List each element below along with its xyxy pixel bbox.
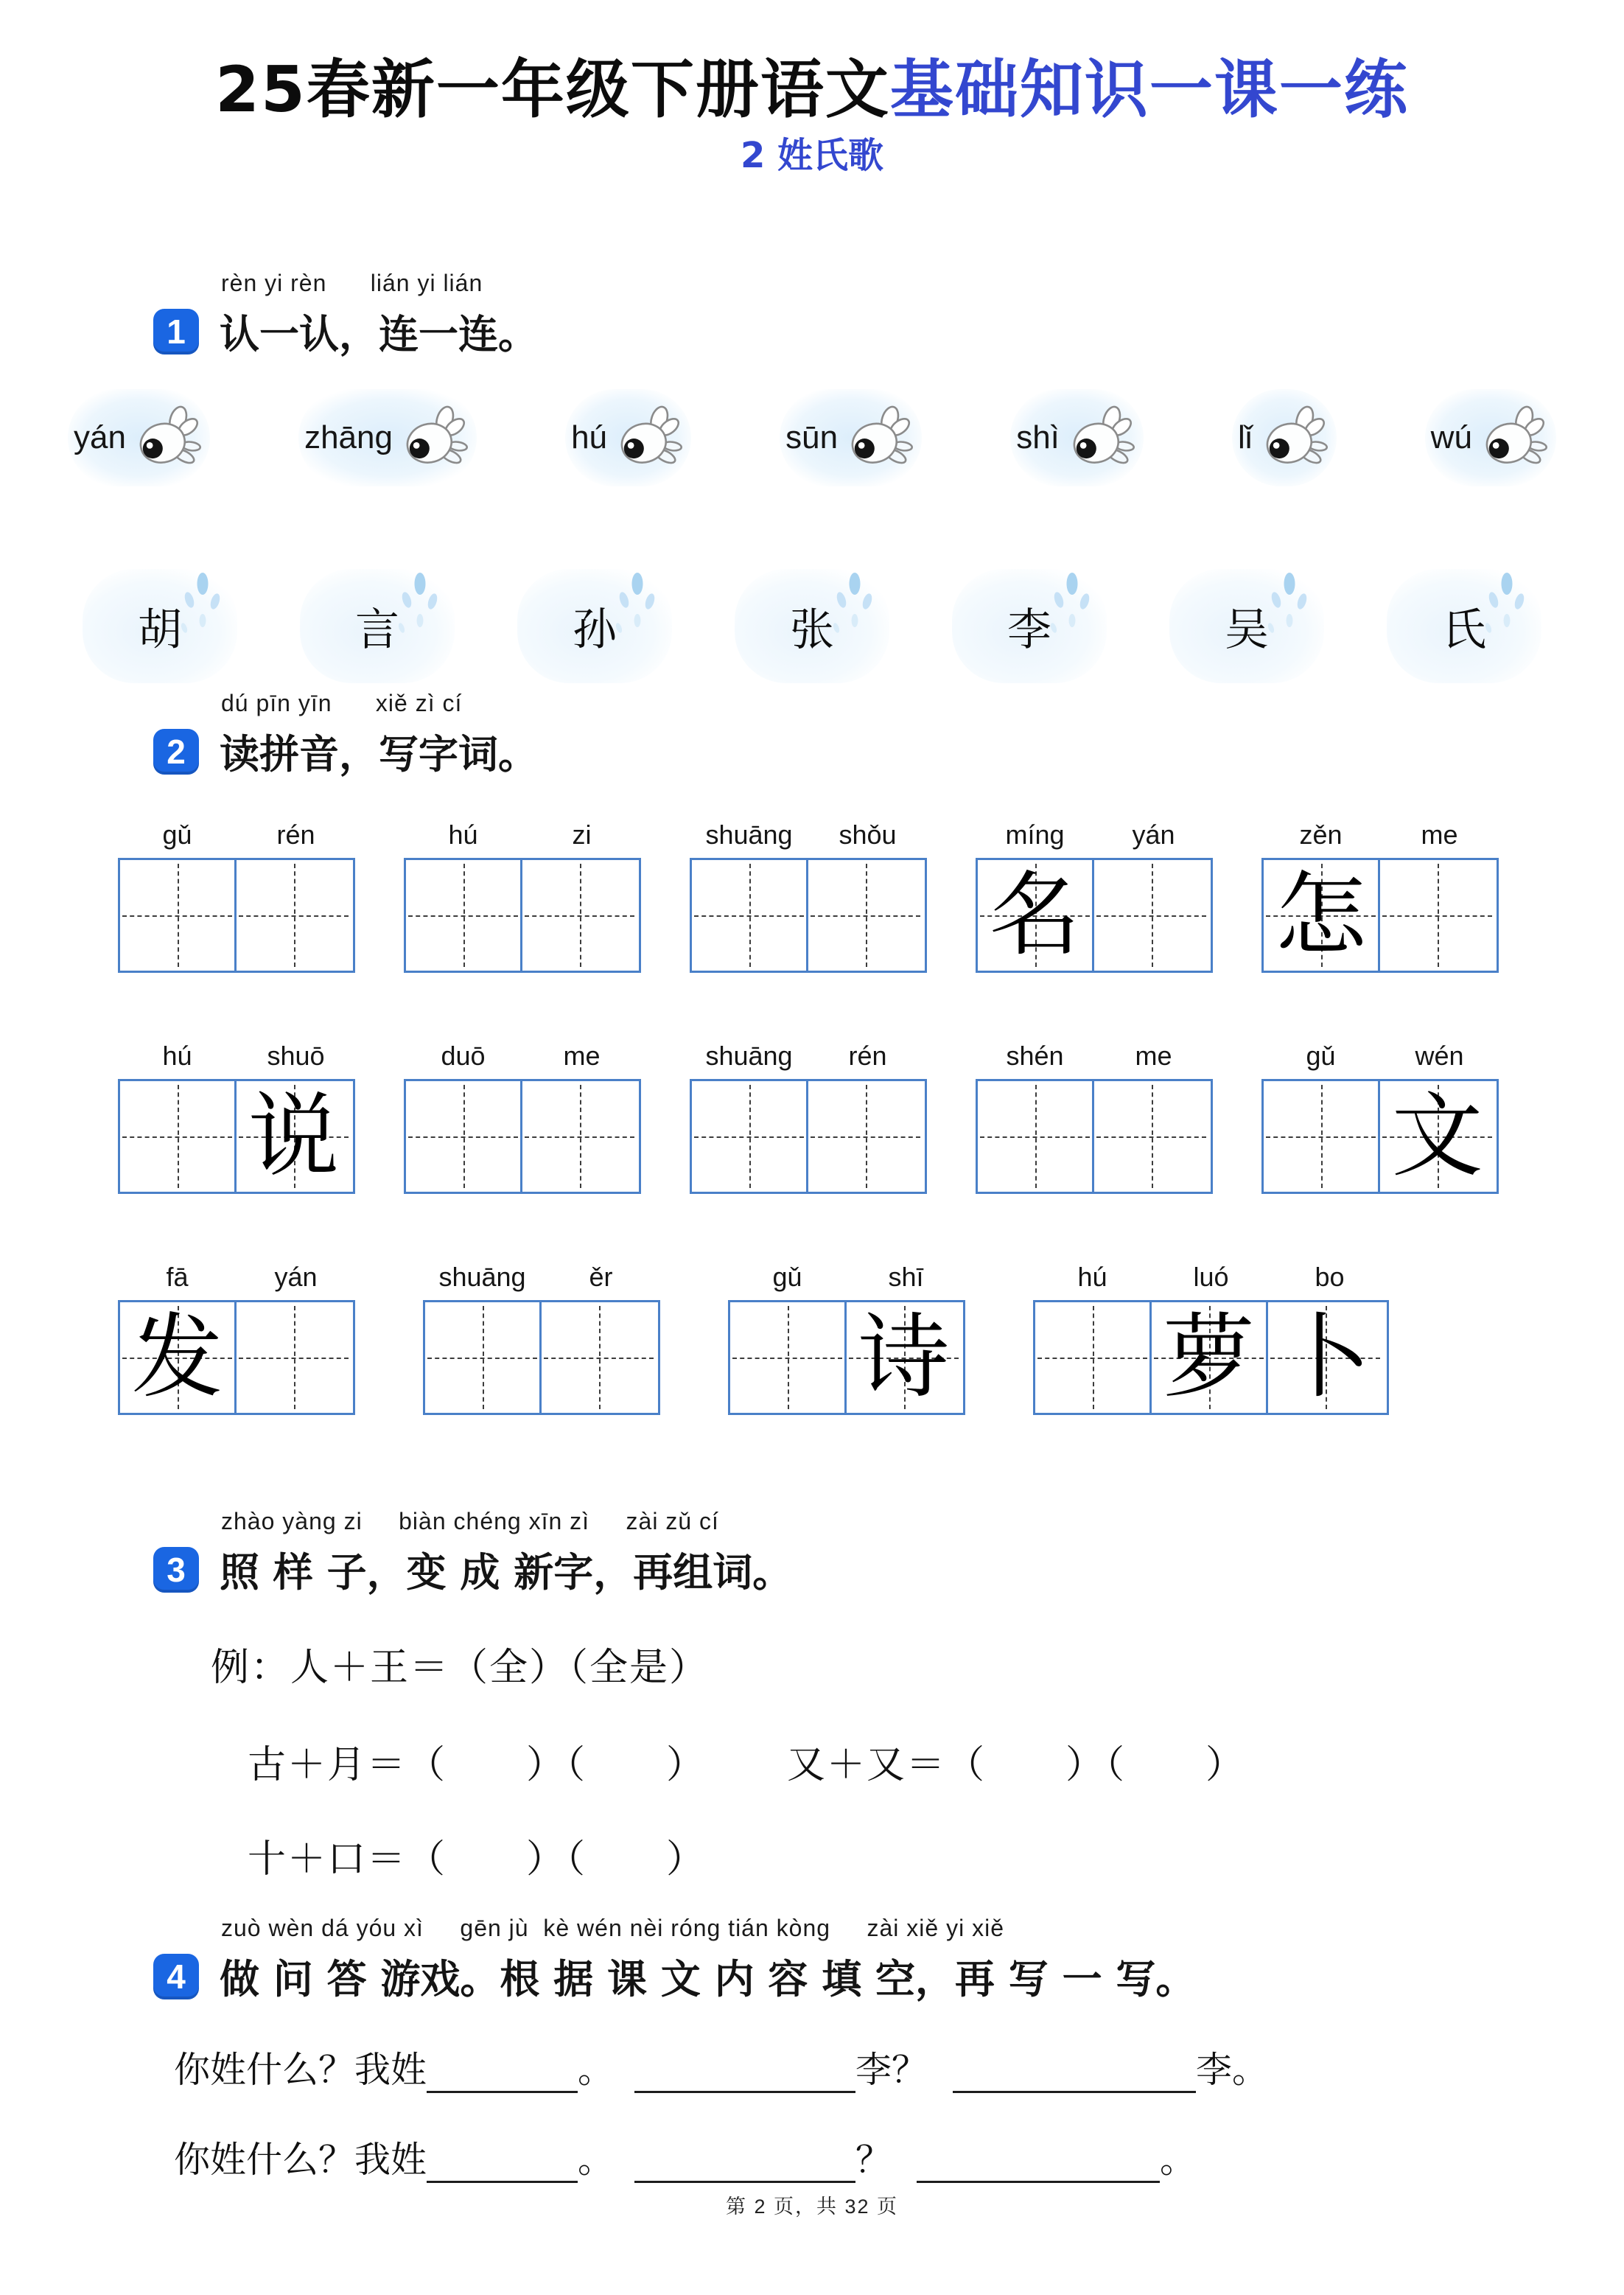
grid-cell[interactable] [1264, 860, 1378, 971]
pinyin-label: zěn [1299, 820, 1343, 850]
writing-grid-row-2 [118, 1033, 1499, 1194]
grid-cell[interactable] [406, 1081, 520, 1192]
section-1-header [153, 270, 538, 360]
pinyin-label: shuō [267, 1041, 325, 1071]
pinyin-label: duō [441, 1041, 486, 1071]
character-grid [976, 1079, 1213, 1194]
writing-group [976, 1033, 1213, 1194]
prefilled-char: 萝 [1163, 1304, 1255, 1411]
match-item-pinyin[interactable] [1425, 389, 1556, 486]
prefilled-char: 卜 [1279, 1304, 1371, 1411]
pinyin-label: yán [1132, 820, 1175, 850]
fish-icon [1254, 399, 1331, 476]
pinyin-label: shuāng [438, 1262, 526, 1292]
surname-character: 张 [790, 604, 834, 656]
writing-group [404, 812, 641, 973]
writing-group [1261, 812, 1499, 973]
page-title-black: 25春新一年级下册语文 [215, 53, 890, 127]
grid-cell[interactable] [730, 1302, 844, 1413]
lesson-title: 2 姓氏歌 [740, 135, 884, 176]
surname-character: 孙 [573, 604, 617, 656]
prefilled-char: 诗 [858, 1304, 950, 1411]
prefilled-char [1094, 1081, 1208, 1192]
character-grid [1033, 1300, 1389, 1415]
grid-cell[interactable] [1035, 1302, 1149, 1413]
pinyin-label: fā [166, 1262, 189, 1292]
character-grid [404, 1079, 641, 1194]
grid-cell[interactable] [806, 1081, 923, 1192]
page-title [0, 38, 1624, 130]
prefilled-char [522, 860, 637, 971]
surname-character: 李 [1007, 604, 1051, 656]
match-item-character[interactable] [735, 569, 889, 683]
match-item-character[interactable] [517, 569, 672, 683]
section-3-header [153, 1508, 792, 1598]
water-splash-icon [1048, 570, 1096, 652]
character-grid [728, 1300, 965, 1415]
pinyin-label: gǔ [162, 820, 192, 850]
match-character-row [83, 569, 1541, 683]
prefilled-char [692, 860, 806, 971]
pinyin-label: shī [888, 1262, 924, 1292]
grid-cell[interactable] [692, 860, 806, 971]
fish-icon [609, 399, 685, 476]
grid-cell[interactable] [1092, 860, 1208, 971]
question-text: 李？ [855, 2049, 928, 2091]
grid-cell[interactable] [844, 1302, 961, 1413]
character-grid [1261, 858, 1499, 973]
prefilled-char [237, 860, 351, 971]
water-splash-icon [396, 570, 444, 652]
answer-line-2 [174, 2131, 1196, 2183]
pinyin-label: hú [448, 820, 478, 850]
punctuation: 。 [578, 2049, 615, 2091]
pinyin-label: ěr [589, 1262, 613, 1292]
prefilled-char [808, 860, 923, 971]
writing-group [690, 812, 927, 973]
section-1-title: 认一认，连一连。 [220, 310, 538, 357]
pinyin-syllable: hú [571, 419, 608, 455]
pinyin-label: me [1135, 1041, 1172, 1071]
pinyin-label: shuāng [705, 820, 793, 850]
section-3-title: 照 样 子，变 成 新字，再组词。 [220, 1548, 793, 1596]
grid-cell[interactable] [692, 1081, 806, 1192]
writing-group [1261, 1033, 1499, 1194]
character-grid [690, 858, 927, 973]
pinyin-syllable: shì [1016, 419, 1060, 455]
prefilled-char [1264, 1081, 1378, 1192]
pinyin-syllable: yán [74, 419, 126, 455]
example-line: 例：人＋王＝（全）（全是） [211, 1646, 710, 1690]
equation-shi-kou[interactable]: 十＋口＝（ ）（ ） [248, 1837, 707, 1882]
surname-character: 胡 [138, 604, 182, 656]
prefilled-char [692, 1081, 806, 1192]
prefilled-char: 怎 [1275, 862, 1367, 968]
prefilled-char [406, 1081, 520, 1192]
answer-blank[interactable] [427, 2053, 578, 2093]
character-grid [118, 858, 355, 973]
match-item-pinyin[interactable] [780, 389, 922, 486]
grid-cell[interactable] [1378, 860, 1494, 971]
character-grid [1261, 1079, 1499, 1194]
answer-blank[interactable] [634, 2053, 855, 2093]
writing-group [404, 1033, 641, 1194]
pinyin-label: zi [572, 820, 592, 850]
pinyin-syllable: wú [1430, 419, 1472, 455]
section-1-pinyin: rèn yi rèn lián yi lián [221, 270, 483, 296]
prefilled-char [425, 1302, 539, 1413]
pinyin-label: shén [1006, 1041, 1064, 1071]
section-2-header [153, 690, 538, 780]
grid-cell[interactable] [520, 860, 637, 971]
pinyin-label: wén [1415, 1041, 1464, 1071]
prefilled-char [808, 1081, 923, 1192]
surname-character: 言 [355, 604, 399, 656]
pinyin-label: hú [162, 1041, 192, 1071]
pinyin-syllable: zhāng [304, 419, 393, 455]
match-item-character[interactable] [1169, 569, 1324, 683]
match-item-character[interactable] [83, 569, 237, 683]
prefilled-char [120, 1081, 234, 1192]
grid-cell[interactable] [1378, 1081, 1494, 1192]
answer-blank[interactable] [427, 2142, 578, 2183]
fish-icon [1474, 399, 1550, 476]
match-item-pinyin[interactable] [298, 389, 477, 486]
pinyin-label: shǒu [839, 820, 897, 850]
character-grid [423, 1300, 660, 1415]
grid-cell[interactable] [1266, 1302, 1382, 1413]
pinyin-label: yán [274, 1262, 318, 1292]
section-number-badge: 3 [153, 1547, 199, 1593]
character-grid [118, 1300, 355, 1415]
section-number-badge: 4 [153, 1954, 199, 1999]
question-text: 你姓什么？我姓 [174, 2049, 427, 2091]
character-grid [976, 858, 1213, 973]
grid-cell[interactable] [234, 1302, 351, 1413]
section-number-badge: 1 [153, 309, 199, 354]
match-item-pinyin[interactable] [1010, 389, 1144, 486]
grid-cell[interactable] [120, 1081, 234, 1192]
match-item-pinyin[interactable] [1232, 389, 1337, 486]
grid-cell[interactable] [978, 860, 1092, 971]
pinyin-label: bo [1315, 1262, 1345, 1292]
grid-cell[interactable] [234, 860, 351, 971]
section-4-header [153, 1915, 1195, 2005]
pinyin-label: míng [1005, 820, 1065, 850]
fish-icon [394, 399, 471, 476]
pinyin-label: me [563, 1041, 601, 1071]
pinyin-syllable: lǐ [1238, 419, 1253, 455]
section-4-title: 做 问 答 游戏。根 据 课 文 内 容 填 空，再 写 一 写。 [220, 1955, 1196, 2002]
pinyin-label: rén [848, 1041, 887, 1071]
match-item-character[interactable] [952, 569, 1107, 683]
writing-group [976, 812, 1213, 973]
grid-cell[interactable] [1092, 1081, 1208, 1192]
pinyin-label: rén [276, 820, 315, 850]
section-3-pinyin: zhào yàng zi biàn chéng xīn zì zài zǔ cí [221, 1508, 719, 1534]
grid-cell[interactable] [120, 1302, 234, 1413]
match-item-character[interactable] [1387, 569, 1541, 683]
character-grid [118, 1079, 355, 1194]
writing-group [690, 1033, 927, 1194]
pinyin-label: shuāng [705, 1041, 793, 1071]
grid-cell[interactable] [406, 860, 520, 971]
pinyin-label: me [1421, 820, 1458, 850]
answer-line-1 [174, 2041, 1268, 2093]
section-4-pinyin: zuò wèn dá yóu xì gēn jù kè wén nèi róng tián kòng zài xiě yi xiě [221, 1915, 1004, 1941]
prefilled-char: 发 [131, 1304, 223, 1411]
prefilled-char [730, 1302, 844, 1413]
character-grid [690, 1079, 927, 1194]
prefilled-char: 文 [1391, 1083, 1483, 1190]
equation-gu-yue[interactable]: 古＋月＝（ ）（ ） [248, 1743, 707, 1787]
writing-group [1033, 1254, 1389, 1415]
answer-blank[interactable] [634, 2142, 855, 2183]
water-splash-icon [613, 570, 662, 652]
page-number: 第 2 页，共 32 页 [725, 2196, 899, 2218]
grid-cell[interactable] [120, 860, 234, 971]
grid-cell[interactable] [1149, 1302, 1266, 1413]
writing-group [118, 1254, 355, 1415]
writing-group [118, 812, 355, 973]
match-item-pinyin[interactable] [68, 389, 210, 486]
prefilled-char [542, 1302, 656, 1413]
prefilled-char [522, 1081, 637, 1192]
section-number-badge: 2 [153, 729, 199, 775]
writing-group [728, 1254, 965, 1415]
pinyin-label: gǔ [1306, 1041, 1336, 1071]
pinyin-label: luó [1193, 1262, 1229, 1292]
pinyin-syllable: sūn [785, 419, 839, 455]
prefilled-char [237, 1302, 351, 1413]
prefilled-char [1380, 860, 1494, 971]
prefilled-char [406, 860, 520, 971]
prefilled-char [1094, 860, 1208, 971]
question-text: ？ [855, 2139, 892, 2181]
match-pinyin-row [68, 389, 1556, 486]
question-text: 你姓什么？我姓 [174, 2139, 427, 2181]
equation-row-1 [248, 1733, 1245, 1789]
page-title-blue: 基础知识一课一练 [889, 53, 1409, 127]
water-splash-icon [830, 570, 879, 652]
pinyin-label: hú [1077, 1262, 1107, 1292]
match-item-character[interactable] [300, 569, 455, 683]
fish-icon [127, 399, 204, 476]
grid-cell[interactable] [234, 1081, 351, 1192]
grid-cell[interactable] [806, 860, 923, 971]
question-text: 。 [1160, 2139, 1197, 2181]
question-text: 李。 [1196, 2049, 1269, 2091]
prefilled-char: 说 [248, 1083, 340, 1190]
grid-cell[interactable] [520, 1081, 637, 1192]
match-item-pinyin[interactable] [565, 389, 691, 486]
water-splash-icon [178, 570, 227, 652]
equation-row-2 [248, 1828, 706, 1883]
grid-cell[interactable] [1264, 1081, 1378, 1192]
writing-group [118, 1033, 355, 1194]
section-2-title: 读拼音，写字词。 [220, 730, 538, 778]
writing-grid-row-3 [118, 1254, 1389, 1415]
answer-blank[interactable] [953, 2053, 1196, 2093]
fish-icon [839, 399, 916, 476]
pinyin-label: gǔ [772, 1262, 802, 1292]
grid-cell[interactable] [425, 1302, 539, 1413]
section-2-pinyin: dú pīn yīn xiě zì cí [221, 690, 463, 716]
prefilled-char [978, 1081, 1092, 1192]
writing-grid-row-1 [118, 812, 1499, 973]
grid-cell[interactable] [978, 1081, 1092, 1192]
water-splash-icon [1483, 570, 1531, 652]
prefilled-char: 名 [989, 862, 1081, 968]
writing-group [423, 1254, 660, 1415]
grid-cell[interactable] [539, 1302, 656, 1413]
punctuation: 。 [578, 2139, 615, 2181]
fish-icon [1061, 399, 1138, 476]
equation-you-you[interactable]: 又＋又＝（ ）（ ） [787, 1743, 1246, 1787]
answer-blank[interactable] [917, 2142, 1160, 2183]
character-grid [404, 858, 641, 973]
prefilled-char [120, 860, 234, 971]
surname-character: 吴 [1225, 604, 1269, 656]
surname-character: 氏 [1442, 604, 1486, 656]
water-splash-icon [1265, 570, 1314, 652]
prefilled-char [1035, 1302, 1149, 1413]
